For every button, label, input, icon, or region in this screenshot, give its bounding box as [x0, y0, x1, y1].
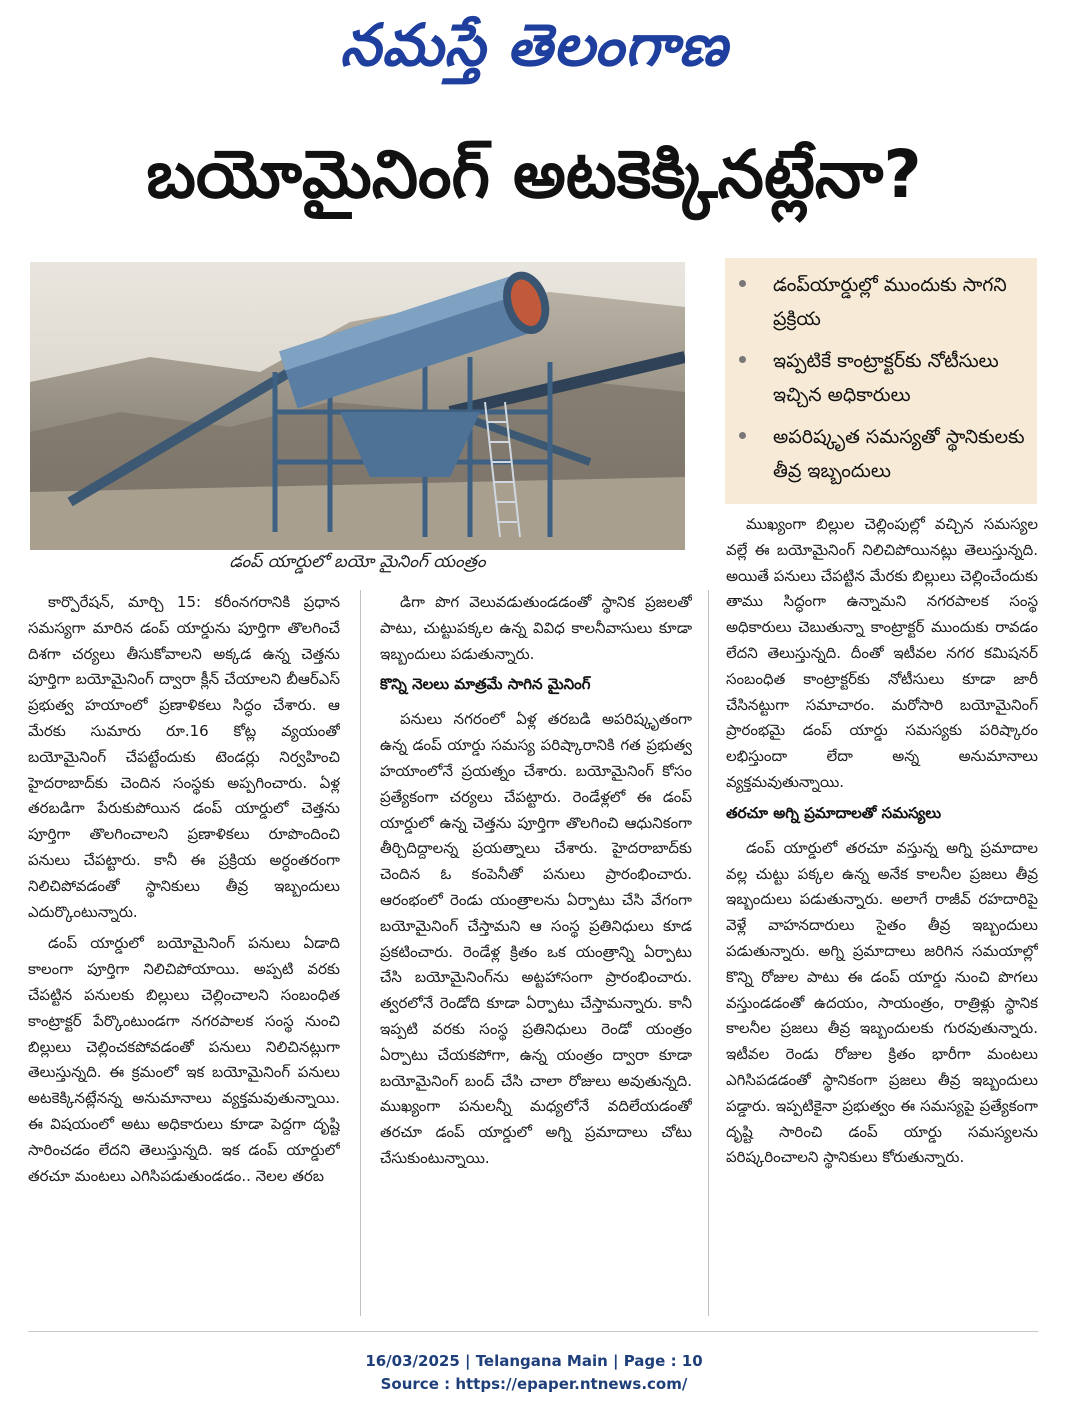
highlight-text: ఇప్పటికే కాంట్రాక్టర్‌కు నోటీసులు ఇచ్చిన అధికారులు [773, 350, 999, 406]
body-paragraph: కార్పొరేషన్, మార్చి 15: కరీంనగరానికి ప్రధాన సమస్యగా మారిన డంప్ యార్డును పూర్తిగా తొలగించే దిశగా చర్యలు తీసుకోవాలని అక్కడ ఉన్న చెత్తను పూర్తిగా బయోమైనింగ్ ద్వారా క్లీన్ చేయాలని బీఆర్‌ఎస్ ప్రభుత్వ హయాంలో ప్రణాళికలు సిద్ధం చేశారు. ఆ మేరకు సుమారు రూ.16 కోట్ల వ్యయంతో బయోమైనింగ్ చేపట్టేందుకు టెండర్లు నిర్వహించి హైదరాబాద్‌కు చెందిన సంస్థకు అప్పగించారు. ఏళ్ల తరబడిగా పేరుకుపోయిన డంప్ యార్డులో చెత్తను పూర్తిగా తొలగించాలని ప్రణాళికలు రూపొందించి పనులు చేపట్టారు. కానీ ఈ ప్రక్రియ అర్ధంతరంగా నిలిచిపోవడంతో స్థానికులు తీవ్ర ఇబ్బందులు ఎదుర్కొంటున్నారు. [28, 593, 340, 921]
subheading: తరచూ అగ్ని ప్రమాదాలతో సమస్యలు [726, 803, 942, 822]
article-column-1 [28, 590, 340, 1316]
body-paragraph: డిగా పొగ వెలువడుతుండడంతో స్థానిక ప్రజలతో పాటు, చుట్టుపక్కల ఉన్న వివిధ కాలనీవాసులు కూడా ఇబ్బందులు పడుతున్నారు. [380, 593, 692, 663]
article-column-2 [380, 590, 692, 1316]
body-paragraph: పనులు నగరంలో ఏళ్ల తరబడి అపరిష్కృతంగా ఉన్న డంప్ యార్డు సమస్య పరిష్కారానికి గత ప్రభుత్వ హయాంలోనే ప్రయత్నం చేశారు. బయోమైనింగ్ కోసం ప్రత్యేకంగా చర్యలు చేపట్టారు. రెండేళ్లలో ఈ డంప్ యార్డులో ఉన్న చెత్తను పూర్తిగా తొలగించి ఆధునికంగా తీర్చిదిద్దాలన్న ప్రయత్నాలు చేశారు. హైదరాబాద్‌కు చెందిన ఓ కంపెనీతో పనులు ప్రారంభించారు. ఆరంభంలో రెండు యంత్రాలను ఏర్పాటు చేసి వేగంగా బయోమైనింగ్ చేస్తామని ఆ సంస్థ ప్రతినిధులు కూడ ప్రకటించారు. రెండేళ్ల క్రితం ఒక యంత్రాన్ని ఏర్పాటు చేసి బయోమైనింగ్‌ను అట్టహాసంగా ప్రారంభించారు. త్వరలోనే రెండోది కూడా ఏర్పాటు చేస్తామన్నారు. కానీ ఇప్పటి వరకు సంస్థ ప్రతినిధులు రెండో యంత్రం ఏర్పాటు చేయకపోగా, ఉన్న యంత్రం ద్వారా కూడా బయోమైనింగ్ బంద్ చేసి చాలా రోజులు అవుతున్నది. ముఖ్యంగా పనులన్నీ మధ్యలోనే వదిలేయడంతో తరచూ డంప్ యార్డులో అగ్ని ప్రమాదాలు చోటు చేసుకుంటున్నాయి. [380, 710, 692, 1167]
bullet-icon [739, 356, 746, 363]
highlight-item [733, 344, 1029, 412]
footer-date-page: 16/03/2025 | Telangana Main | Page : 10 [365, 1352, 703, 1370]
footer-divider [28, 1331, 1038, 1332]
column-divider [708, 590, 709, 1316]
photo-caption: డంప్ యార్డులో బయో మైనింగ్ యంత్రం [229, 552, 486, 572]
article-headline: బయోమైనింగ్ అటకెక్కినట్లేనా? [146, 136, 922, 213]
bullet-icon [739, 432, 746, 439]
highlight-text: డంప్‌యార్డుల్లో ముందుకు సాగని ప్రక్రియ [773, 274, 1007, 330]
footer-source-link[interactable]: Source : https://epaper.ntnews.com/ [380, 1375, 688, 1393]
highlight-item [733, 268, 1029, 336]
highlight-item [733, 420, 1029, 488]
body-paragraph: ముఖ్యంగా బిల్లుల చెల్లింపుల్లో వచ్చిన సమస్యల వల్లే ఈ బయోమైనింగ్ నిలిచిపోయినట్లు తెలుస్తున్నది. అయితే పనులు చేపట్టిన మేరకు బిల్లులు చెల్లించేందుకు తాము సిద్ధంగా ఉన్నామని నగరపాలక సంస్థ అధికారులు చెబుతున్నా కాంట్రాక్టర్ ముందుకు రావడం లేదని తెలుస్తున్నది. దీంతో ఇటీవల నగర కమిషనర్ సంబంధిత కాంట్రాక్టర్‌కు నోటీసులు కూడా జారీ చేసినట్టుగా సమాచారం. మరోసారి బయోమైనింగ్ ప్రారంభమై డంప్ యార్డు సమస్యకు పరిష్కారం లభిస్తుందా లేదా అన్న అనుమానాలు వ్యక్తమవుతున్నాయి. [726, 515, 1038, 791]
article-photo [30, 262, 685, 550]
body-paragraph: డంప్ యార్డులో బయోమైనింగ్ పనులు ఏడాది కాలంగా పూర్తిగా నిలిచిపోయాయి. అప్పటి వరకు చేపట్టిన పనులకు బిల్లులు చెల్లించాలని సంబంధిత కాంట్రాక్టర్ పేర్కొంటుండగా నగరపాలక సంస్థ నుంచి బిల్లులు చెల్లించకపోవడంతో పనులు నిలిచినట్లుగా తెలుస్తున్నది. ఈ క్రమంలో ఇక బయోమైనింగ్ పనులు అటకెక్కినట్లేనన్న అనుమానాలు వ్యక్తమవుతున్నాయి. ఈ విషయంలో అటు అధికారులు కూడా పెద్దగా దృష్టి సారించడం లేదని తెలుస్తున్నది. ఇక డంప్ యార్డులో తరచూ మంటలు ఎగిసిపడుతుండడం.. నెలల తరబ [28, 934, 340, 1185]
body-paragraph: డంప్ యార్డులో తరచూ వస్తున్న అగ్ని ప్రమాదాల వల్ల చుట్టు పక్కల ఉన్న అనేక కాలనీల ప్రజలు తీవ్ర ఇబ్బందులు పడుతున్నారు. అలాగే రాజీవ్ రహదారిపై వెళ్లే వాహనదారులు సైతం తీవ్ర ఇబ్బందులు పడుతున్నారు. అగ్ని ప్రమాదాలు జరిగిన సమయాల్లో కొన్ని రోజుల పాటు ఈ డంప్ యార్డు నుంచి పొగలు వస్తుండడంతో ఉదయం, సాయంత్రం, రాత్రిళ్లు స్థానిక కాలనీల ప్రజలు తీవ్ర ఇబ్బందులకు గురవుతున్నారు. ఇటీవల రెండు రోజుల క్రితం భారీగా మంటలు ఎగిసిపడడంతో స్థానికంగా ప్రజలు తీవ్ర ఇబ్బందులు పడ్డారు. ఇప్పటికైనా ప్రభుత్వం ఈ సమస్యపై ప్రత్యేకంగా దృష్టి సారించి డంప్ యార్డు సమస్యలను పరిష్కరించాలని స్థానికులు కోరుతున్నారు. [726, 838, 1038, 1167]
subheading: కొన్ని నెలలు మాత్రమే సాగిన మైనింగ్ [380, 675, 591, 694]
highlight-text: అపరిష్కృత సమస్యతో స్థానికులకు తీవ్ర ఇబ్బందులు [773, 426, 1025, 482]
bullet-icon [739, 280, 746, 287]
biomining-machine-illustration [30, 262, 685, 550]
article-column-3 [726, 512, 1038, 1316]
masthead-logo: నమస్తే తెలంగాణ [340, 11, 728, 79]
highlights-box [725, 258, 1037, 504]
column-divider [360, 590, 361, 1316]
